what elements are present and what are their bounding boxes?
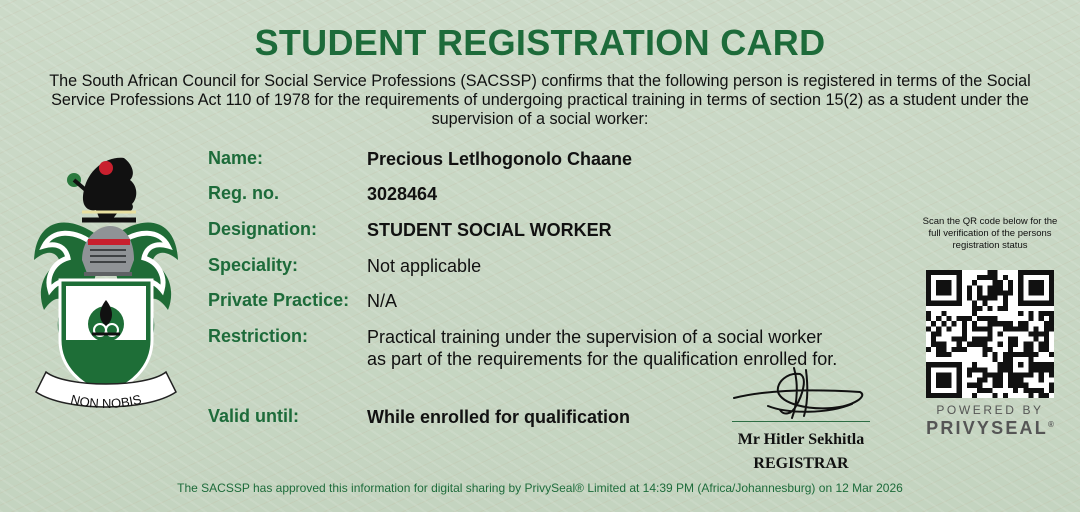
footer-notice: The SACSSP has approved this information for digital sharing by PrivySeal® Limited at 14:39 PM (Africa/Johannesburg) on 12 Mar 2026 [177,481,903,495]
qr-code[interactable] [926,270,1054,398]
restriction-label: Restriction: [208,326,309,346]
coat-of-arms-logo [26,150,186,412]
registrar-title: REGISTRAR [753,455,849,472]
registrar-signature [728,362,870,428]
valid-until-value: While enrolled for qualification [367,407,631,427]
powered-by-label: POWERED BY [936,403,1044,417]
restriction-value-line1: Practical training under the supervision of a social worker [367,327,823,347]
reg-no-label: Reg. no. [208,183,279,203]
qr-instructions: Scan the QR code below for the full verification of the persons registration status [922,216,1058,251]
reg-no-value: 3028464 [367,184,438,204]
registrar-name: Mr Hitler Sekhitla [737,431,865,448]
registered-mark: ® [1047,420,1054,429]
name-value: Precious Letlhogonolo Chaane [367,149,633,169]
restriction-value-line2: as part of the requirements for the qualification enrolled for. [367,349,838,369]
name-label: Name: [208,148,264,168]
private-practice-value: N/A [367,291,398,311]
crest-motto: NON NOBIS [69,391,143,412]
designation-value: STUDENT SOCIAL WORKER [367,220,612,240]
card-title: STUDENT REGISTRATION CARD [254,22,826,63]
brand-name: PRIVYSEAL [926,418,1048,438]
intro-text: The South African Council for Social Service Professions (SACSSP) confirms that the following person is registered in terms of the Social Service Professions Act 110 of 1978 for the requirements of undergoing practical training in terms of section 15(2) as a student under the supervision of a social worker: [49,72,1031,128]
privyseal-logo [920,418,1060,439]
speciality-label: Speciality: [208,255,299,275]
speciality-value: Not applicable [367,256,482,276]
designation-label: Designation: [208,219,318,239]
signature-line [732,421,870,422]
valid-until-label: Valid until: [208,406,300,426]
private-practice-label: Private Practice: [208,290,350,310]
